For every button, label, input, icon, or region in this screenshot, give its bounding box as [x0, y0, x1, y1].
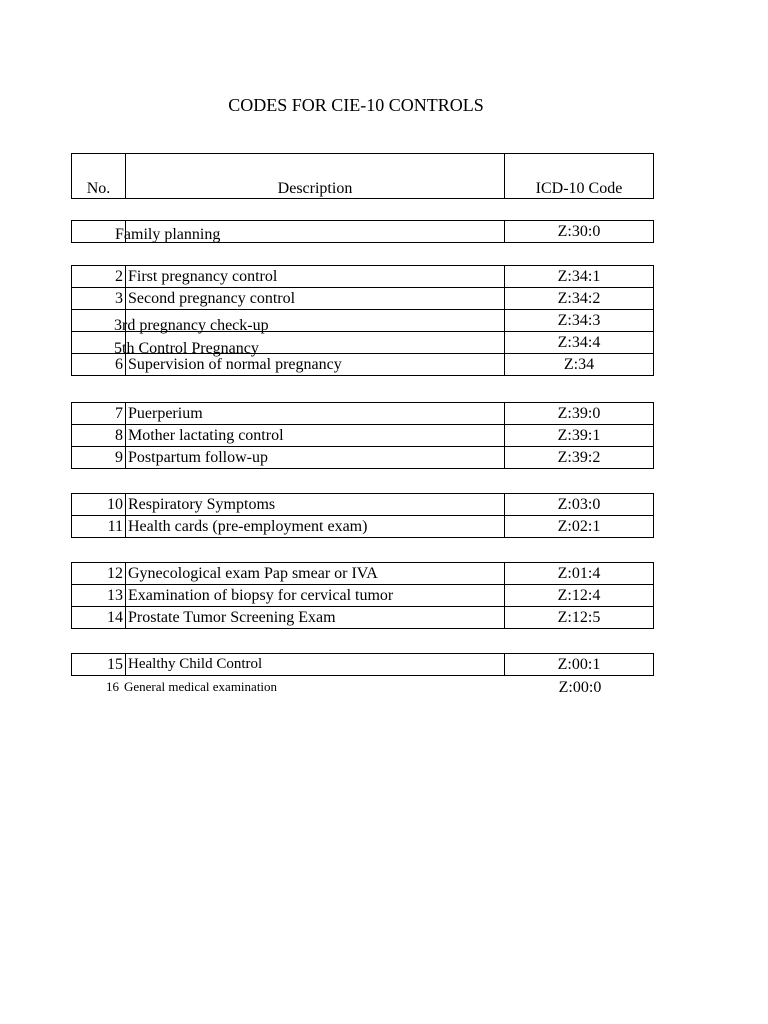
- row-code: Z:39:2: [505, 447, 654, 469]
- row-code: Z:12:5: [505, 607, 654, 629]
- table-row: [72, 516, 654, 538]
- row-no-overflow: 5: [114, 340, 122, 357]
- row-no: 13: [72, 585, 126, 607]
- row-description: Mother lactating control: [126, 425, 505, 447]
- row-description: First pregnancy control: [126, 266, 505, 288]
- table-row: [72, 494, 654, 516]
- row-description-overflow: th Control Pregnancy: [122, 340, 259, 357]
- row-no: 3: [72, 288, 126, 310]
- row-code: Z:34:3: [505, 310, 654, 332]
- row-code: Z:34: [505, 354, 654, 376]
- row-description-overflow: rd pregnancy check-up: [122, 317, 269, 334]
- screening-group: [71, 562, 654, 629]
- row-no: 6: [72, 354, 126, 376]
- row-code: Z:03:0: [505, 494, 654, 516]
- header-code: ICD-10 Code: [505, 154, 654, 199]
- row-code: Z:34:4: [505, 332, 654, 354]
- row-description: Puerperium: [126, 403, 505, 425]
- row-no: 10: [72, 494, 126, 516]
- header-no: No.: [72, 154, 126, 199]
- header-description: Description: [126, 154, 505, 199]
- child-group: [71, 653, 654, 676]
- table-row: [72, 607, 654, 629]
- row-no-overflow: 3: [114, 317, 122, 334]
- postpartum-group: [71, 402, 654, 469]
- row-no: 14: [72, 607, 126, 629]
- table-row: [72, 425, 654, 447]
- table-row: [72, 654, 654, 676]
- row-code: Z:00:1: [505, 654, 654, 676]
- table-row: [72, 403, 654, 425]
- row-description: Second pregnancy control: [126, 288, 505, 310]
- row-description: Supervision of normal pregnancy: [126, 354, 505, 376]
- row-no: 8: [72, 425, 126, 447]
- general-code: Z:00:0: [558, 679, 602, 696]
- row-code: Z:01:4: [505, 563, 654, 585]
- row-no: 9: [72, 447, 126, 469]
- row-description: Postpartum follow-up: [126, 447, 505, 469]
- row-no: 7: [72, 403, 126, 425]
- table-row: [72, 266, 654, 288]
- row-description: Examination of biopsy for cervical tumor: [126, 585, 505, 607]
- table-row: [72, 447, 654, 469]
- row-code: Z:34:2: [505, 288, 654, 310]
- row-no: 11: [72, 516, 126, 538]
- row-no: 15: [72, 654, 126, 676]
- misc-group: [71, 493, 654, 538]
- row-description: Prostate Tumor Screening Exam: [126, 607, 505, 629]
- general-no: 16: [106, 679, 119, 694]
- table-row: [72, 288, 654, 310]
- family-planning-label: Family planning: [115, 226, 221, 243]
- row-description: Respiratory Symptoms: [126, 494, 505, 516]
- row-code: Z:39:0: [505, 403, 654, 425]
- row-no: 2: [72, 266, 126, 288]
- row-code: Z:12:4: [505, 585, 654, 607]
- row-description: Health cards (pre-employment exam): [126, 516, 505, 538]
- row-code: Z:39:1: [505, 425, 654, 447]
- row-code: Z:34:1: [505, 266, 654, 288]
- general-description: General medical examination: [124, 679, 278, 694]
- row-code: Z:30:0: [505, 221, 654, 243]
- table-row: [72, 585, 654, 607]
- table-row: [72, 563, 654, 585]
- row-description: Gynecological exam Pap smear or IVA: [126, 563, 505, 585]
- row-code: Z:02:1: [505, 516, 654, 538]
- row-description: Healthy Child Control: [126, 654, 505, 676]
- table-header: [71, 153, 654, 199]
- page-title: CODES FOR CIE-10 CONTROLS: [228, 95, 484, 115]
- row-no: 12: [72, 563, 126, 585]
